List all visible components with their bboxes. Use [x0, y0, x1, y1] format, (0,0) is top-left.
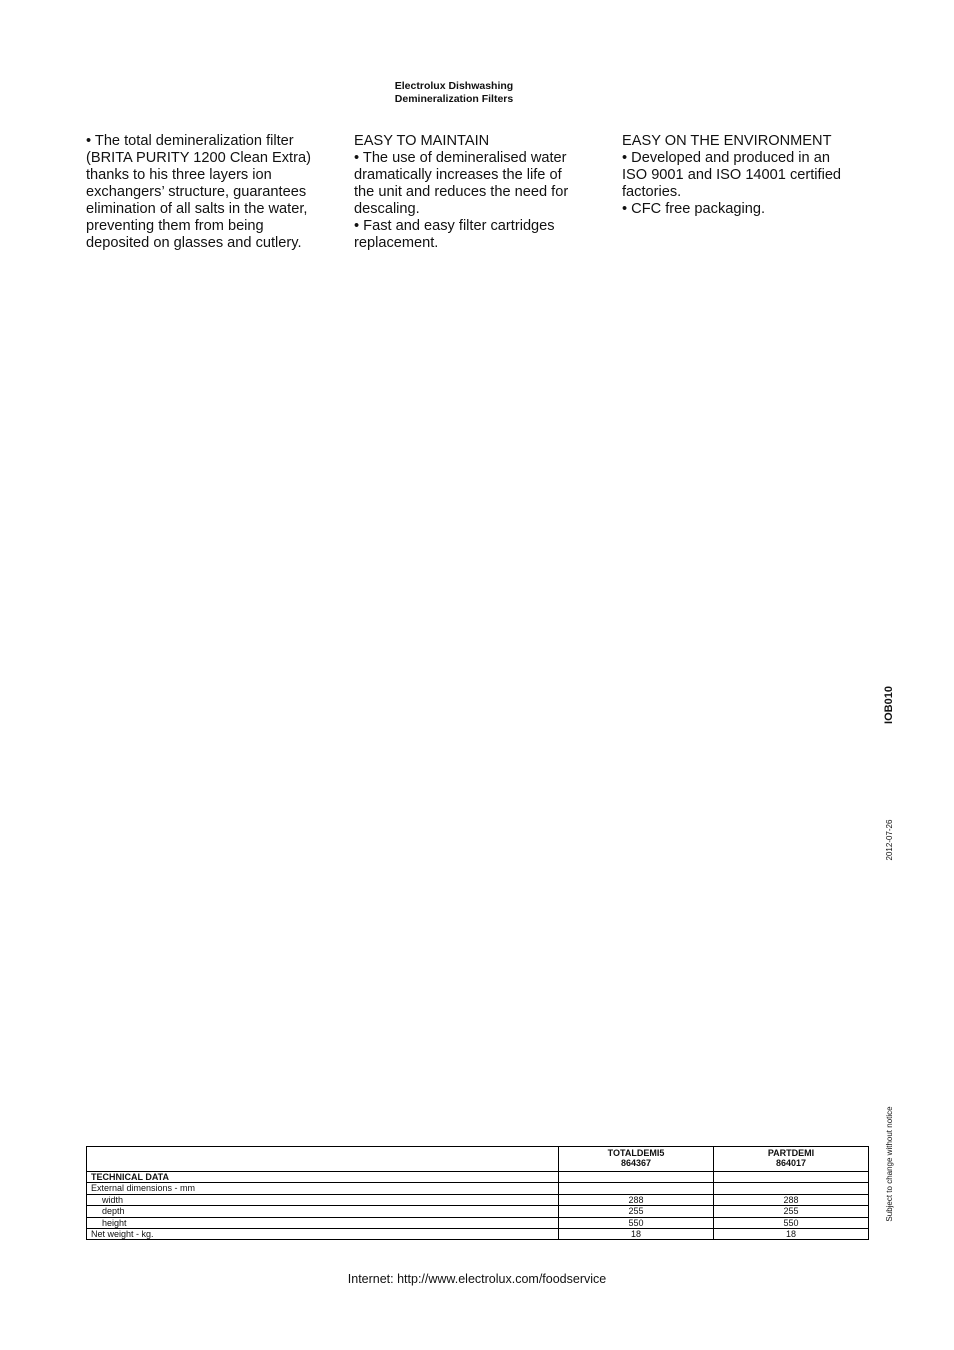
- row-value: 18: [714, 1229, 869, 1240]
- row-value: 550: [714, 1217, 869, 1228]
- environment-column: [622, 133, 872, 218]
- table-row: [87, 1217, 869, 1228]
- model-name: PARTDEMI: [767, 1148, 815, 1158]
- row-label: depth: [87, 1206, 559, 1217]
- brand-title: Electrolux Dishwashing: [394, 80, 514, 92]
- model-header: [714, 1147, 869, 1172]
- row-value: 550: [559, 1217, 714, 1228]
- text-line: the unit and reduces the need for: [354, 184, 569, 200]
- row-value: 255: [559, 1206, 714, 1217]
- model-code: 864017: [775, 1158, 807, 1169]
- table-row: [87, 1229, 869, 1240]
- row-label: height: [87, 1217, 559, 1228]
- product-title: Demineralization Filters: [394, 93, 514, 105]
- document-header: [0, 80, 908, 106]
- text-line: deposited on glasses and cutlery.: [86, 235, 302, 251]
- text-line: • Developed and produced in an: [622, 150, 830, 166]
- empty-cell: [714, 1172, 869, 1183]
- row-value: 288: [714, 1194, 869, 1205]
- section-label: External dimensions - mm: [87, 1183, 559, 1194]
- table-row: [87, 1183, 869, 1194]
- technical-data-table: [86, 1146, 869, 1240]
- table-title-row: [87, 1172, 869, 1183]
- maintenance-column: [354, 133, 604, 252]
- document-date: 2012-07-26: [885, 819, 894, 861]
- empty-cell: [559, 1183, 714, 1194]
- text-line: exchangers’ structure, guarantees: [86, 184, 307, 200]
- text-line: thanks to his three layers ion: [86, 167, 272, 183]
- text-line: descaling.: [354, 201, 420, 217]
- row-label: Net weight - kg.: [87, 1229, 559, 1240]
- section-heading: EASY TO MAINTAIN: [354, 133, 490, 149]
- text-line: • The total demineralization filter: [86, 133, 294, 149]
- row-value: 288: [559, 1194, 714, 1205]
- model-name: TOTALDEMI5: [607, 1148, 665, 1158]
- text-line: (BRITA PURITY 1200 Clean Extra): [86, 150, 311, 166]
- document-code: IOB010: [883, 686, 895, 724]
- model-header: [559, 1147, 714, 1172]
- header-spacer: [87, 1147, 559, 1172]
- description-column: [86, 133, 330, 252]
- footer-url: Internet: http://www.electrolux.com/foodservice: [347, 1272, 607, 1286]
- text-line: • Fast and easy filter cartridges: [354, 218, 555, 234]
- row-label: width: [87, 1194, 559, 1205]
- change-notice: Subject to change without notice: [885, 1106, 894, 1222]
- text-line: ISO 9001 and ISO 14001 certified: [622, 167, 842, 183]
- table-row: [87, 1206, 869, 1217]
- model-code: 864367: [620, 1158, 652, 1169]
- empty-cell: [559, 1172, 714, 1183]
- text-line: dramatically increases the life of: [354, 167, 562, 183]
- section-heading: EASY ON THE ENVIRONMENT: [622, 133, 832, 149]
- row-value: 18: [559, 1229, 714, 1240]
- table-title: TECHNICAL DATA: [87, 1172, 559, 1183]
- text-line: factories.: [622, 184, 682, 200]
- table-header-row: [87, 1147, 869, 1172]
- table-row: [87, 1194, 869, 1205]
- text-line: preventing them from being: [86, 218, 264, 234]
- text-line: replacement.: [354, 235, 439, 251]
- empty-cell: [714, 1183, 869, 1194]
- text-line: • The use of demineralised water: [354, 150, 567, 166]
- text-line: • CFC free packaging.: [622, 201, 766, 217]
- text-line: elimination of all salts in the water,: [86, 201, 308, 217]
- row-value: 255: [714, 1206, 869, 1217]
